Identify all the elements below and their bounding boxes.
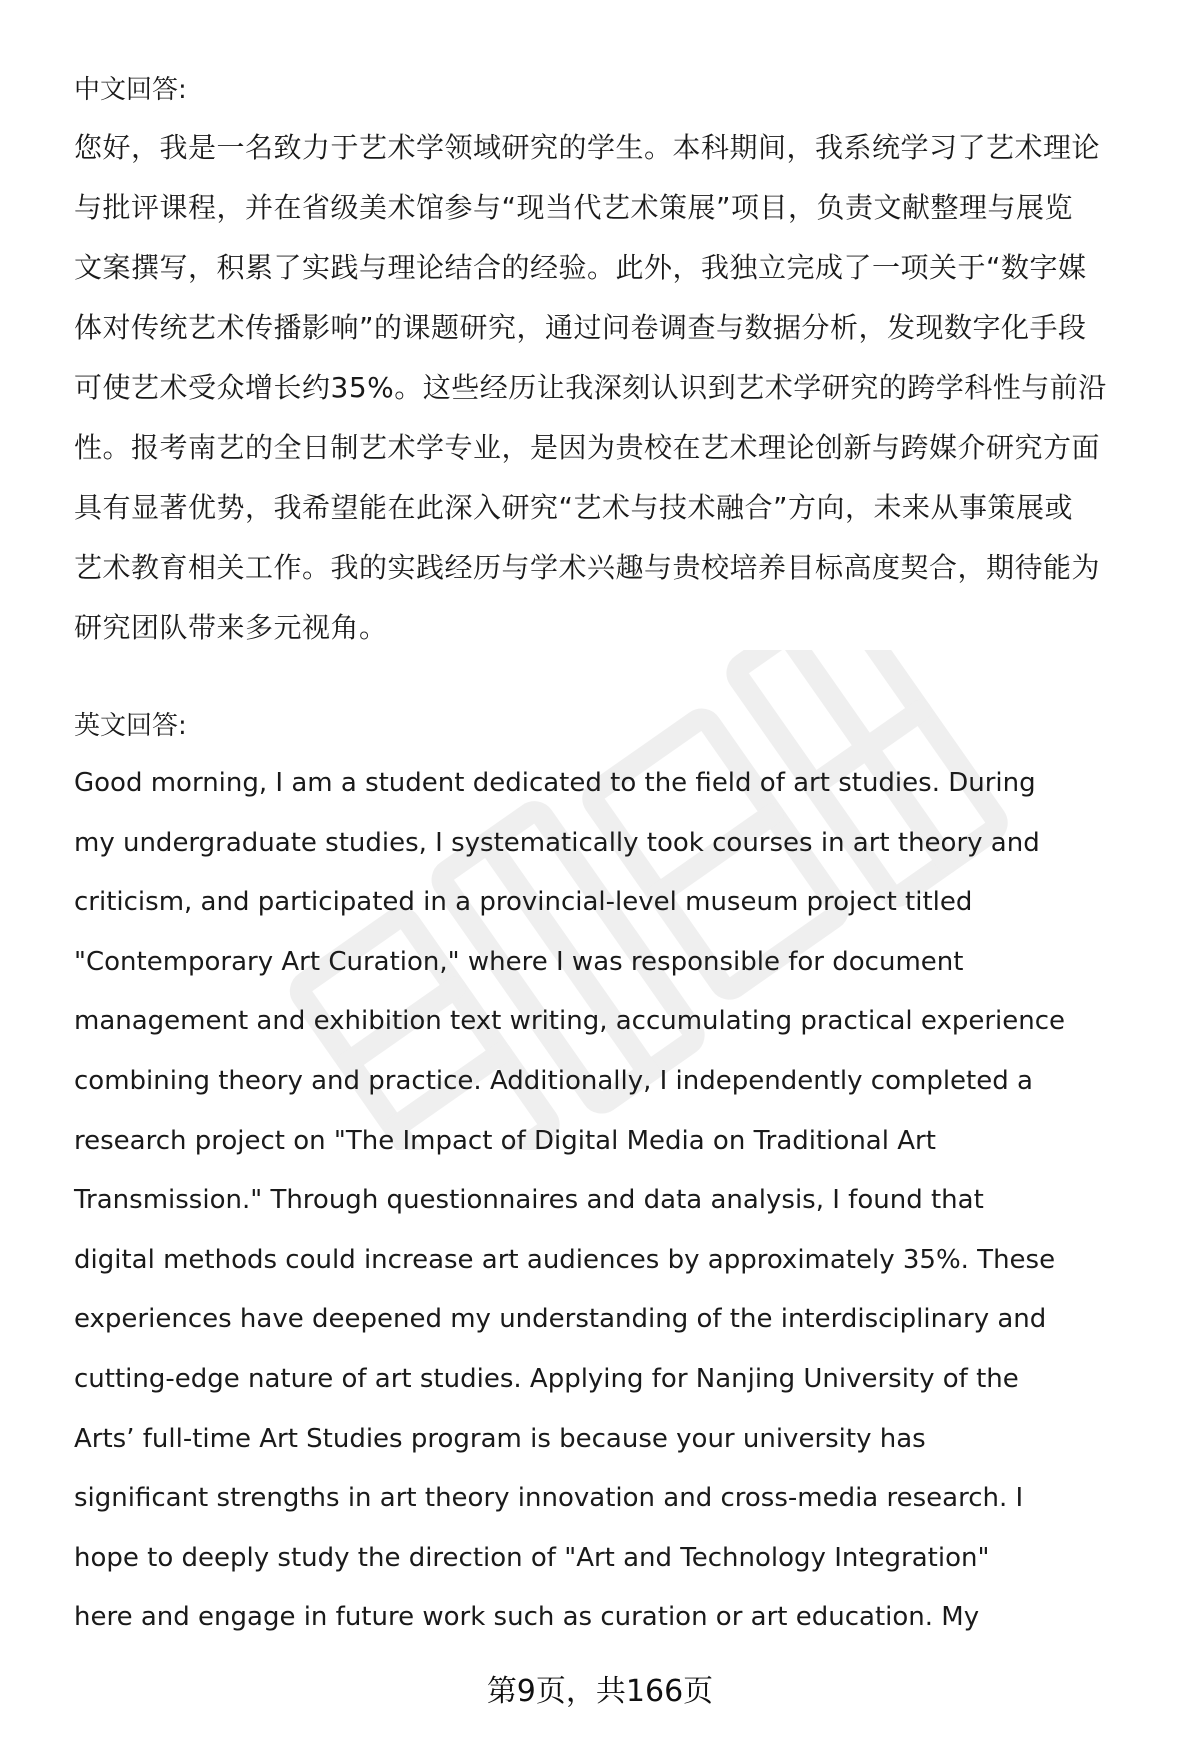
- paragraph-line: 体对传统艺术传播影响”的课题研究，通过问卷调查与数据分析，发现数字化手段: [74, 311, 1087, 344]
- paragraph-line: significant strengths in art theory innovation and cross-media research. I: [74, 1483, 1024, 1514]
- chinese-answer-section: [74, 62, 1134, 658]
- paragraph-line: hope to deeply study the direction of "Art and Technology Integration": [74, 1542, 990, 1573]
- document-body: [74, 62, 1134, 1648]
- english-answer-section: [74, 698, 1134, 1648]
- paragraph-line: experiences have deepened my understanding of the interdisciplinary and: [74, 1304, 1047, 1335]
- section-gap: [74, 658, 1134, 698]
- chinese-answer-label: 中文回答:: [74, 75, 187, 105]
- paragraph-line: 艺术教育相关工作。我的实践经历与学术兴趣与贵校培养目标高度契合，期待能为: [74, 551, 1101, 584]
- chinese-answer-paragraph: [74, 118, 1134, 658]
- paragraph-line: 与批评课程，并在省级美术馆参与“现当代艺术策展”项目，负责文献整理与展览: [74, 191, 1074, 224]
- page-indicator: 第9页，共166页: [486, 1674, 714, 1709]
- english-answer-paragraph: [74, 754, 1134, 1648]
- paragraph-line: 性。报考南艺的全日制艺术学专业，是因为贵校在艺术理论创新与跨媒介研究方面: [74, 431, 1101, 464]
- paragraph-line: management and exhibition text writing, accumulating practical experience: [74, 1006, 1066, 1037]
- paragraph-line: combining theory and practice. Additionally, I independently completed a: [74, 1065, 1033, 1096]
- paragraph-line: Good morning, I am a student dedicated to the field of art studies. During: [74, 768, 1036, 798]
- paragraph-line: research project on "The Impact of Digital Media on Traditional Art: [74, 1125, 936, 1156]
- paragraph-line: "Contemporary Art Curation," where I was responsible for document: [74, 946, 964, 977]
- paragraph-line: 您好，我是一名致力于艺术学领域研究的学生。本科期间，我系统学习了艺术理论: [74, 131, 1101, 164]
- paragraph-line: digital methods could increase art audiences by approximately 35%. These: [74, 1244, 1056, 1275]
- paragraph-line: 可使艺术受众增长约35%。这些经历让我深刻认识到艺术学研究的跨学科性与前沿: [74, 371, 1107, 404]
- paragraph-line: 具有显著优势，我希望能在此深入研究“艺术与技术融合”方向，未来从事策展或: [74, 491, 1074, 524]
- paragraph-line: Transmission." Through questionnaires and data analysis, I found that: [74, 1185, 984, 1216]
- english-answer-label: 英文回答:: [74, 711, 187, 741]
- paragraph-line: 研究团队带来多元视角。: [74, 611, 388, 644]
- paragraph-line: my undergraduate studies, I systematically took courses in art theory and: [74, 827, 1040, 858]
- paragraph-line: criticism, and participated in a provincial-level museum project titled: [74, 887, 973, 918]
- paragraph-line: here and engage in future work such as curation or art education. My: [74, 1602, 980, 1633]
- paragraph-line: 文案撰写，积累了实践与理论结合的经验。此外，我独立完成了一项关于“数字媒: [74, 251, 1087, 284]
- paragraph-line: Arts’ full-time Art Studies program is because your university has: [74, 1423, 926, 1454]
- paragraph-line: cutting-edge nature of art studies. Applying for Nanjing University of the: [74, 1363, 1019, 1394]
